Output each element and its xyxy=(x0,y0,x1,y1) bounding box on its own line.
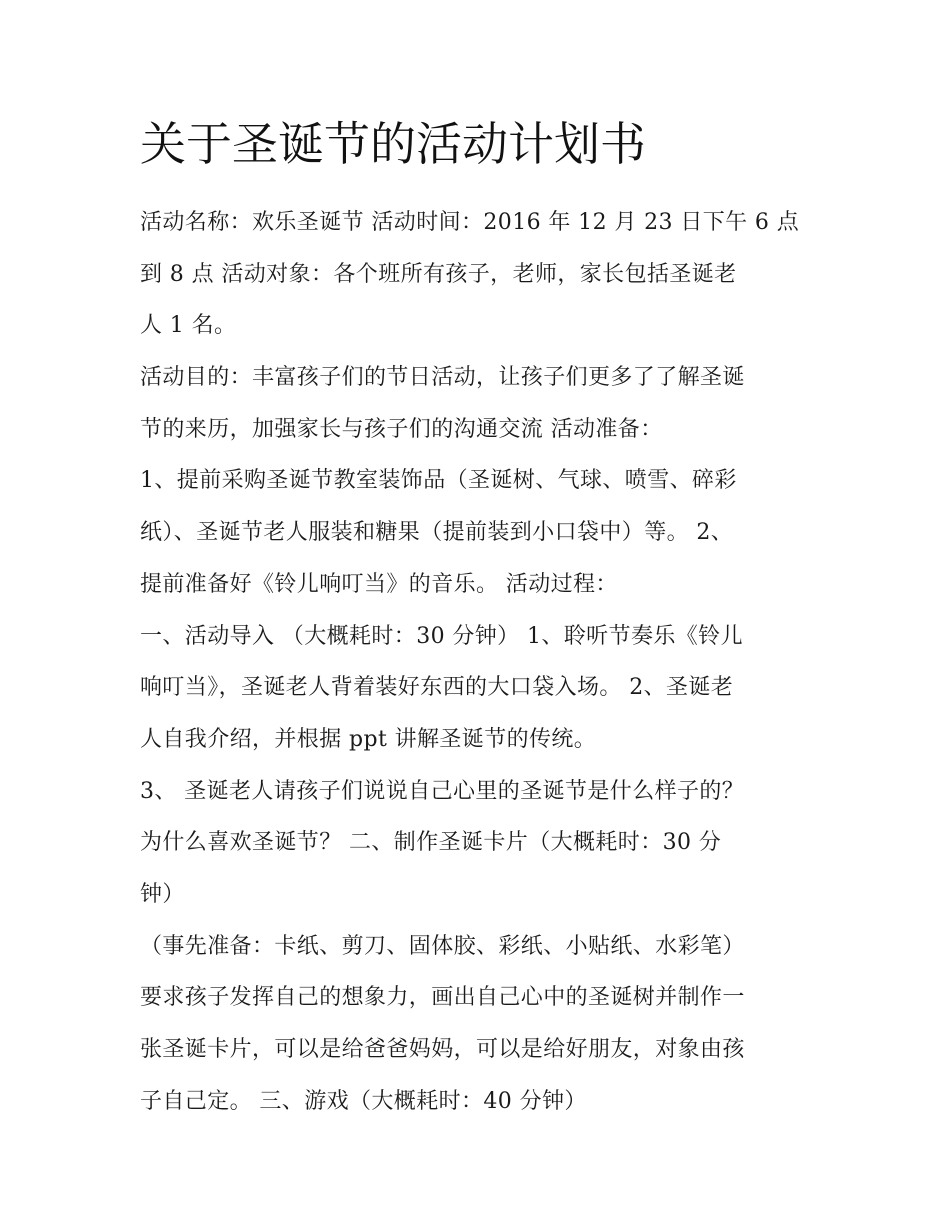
text-line: 人 1 名。 xyxy=(140,313,237,339)
text-line: 提前准备好《铃儿响叮当》的音乐。 活动过程： xyxy=(140,571,618,597)
text-line: 要求孩子发挥自己的想象力，画出自己心中的圣诞树并制作一 xyxy=(140,985,745,1011)
text-line: 活动名称：欢乐圣诞节 活动时间：2016 年 12 月 23 日下午 6 点 xyxy=(140,210,800,235)
text-line: 到 8 点 活动对象：各个班所有孩子，老师，家长包括圣诞老 xyxy=(140,261,737,287)
text-line: 响叮当》，圣诞老人背着装好东西的大口袋入场。 2、圣诞老 xyxy=(140,675,734,701)
text-line: 1、提前采购圣诞节教室装饰品（圣诞树、气球、喷雪、碎彩 xyxy=(140,468,737,494)
text-line: 张圣诞卡片，可以是给爸爸妈妈，可以是给好朋友，对象由孩 xyxy=(140,1037,745,1062)
text-line: 为什么喜欢圣诞节？ 二、制作圣诞卡片（大概耗时：30 分 xyxy=(140,830,722,856)
document-title: 关于圣诞节的活动计划书 xyxy=(140,117,646,171)
text-line: 活动目的：丰富孩子们的节日活动，让孩子们更多了了解圣诞 xyxy=(140,365,745,391)
text-line: 节的来历，加强家长与孩子们的沟通交流 活动准备： xyxy=(140,416,663,442)
text-line: 纸）、圣诞节老人服装和糖果（提前装到小口袋中）等。 2、 xyxy=(140,520,734,546)
text-line: 人自我介绍，并根据 ppt 讲解圣诞节的传统。 xyxy=(140,726,597,752)
document-body xyxy=(140,203,820,1133)
text-line: （事先准备：卡纸、剪刀、固体胶、彩纸、小贴纸、水彩笔） xyxy=(140,933,745,959)
text-line: 子自己定。 三、游戏（大概耗时：40 分钟） xyxy=(140,1088,587,1114)
text-line: 一、活动导入 （大概耗时：30 分钟） 1、聆听节奏乐《铃儿 xyxy=(140,623,743,649)
text-line: 钟） xyxy=(140,881,185,907)
text-line: 3、 圣诞老人请孩子们说说自己心里的圣诞节是什么样子的？ xyxy=(140,778,745,804)
